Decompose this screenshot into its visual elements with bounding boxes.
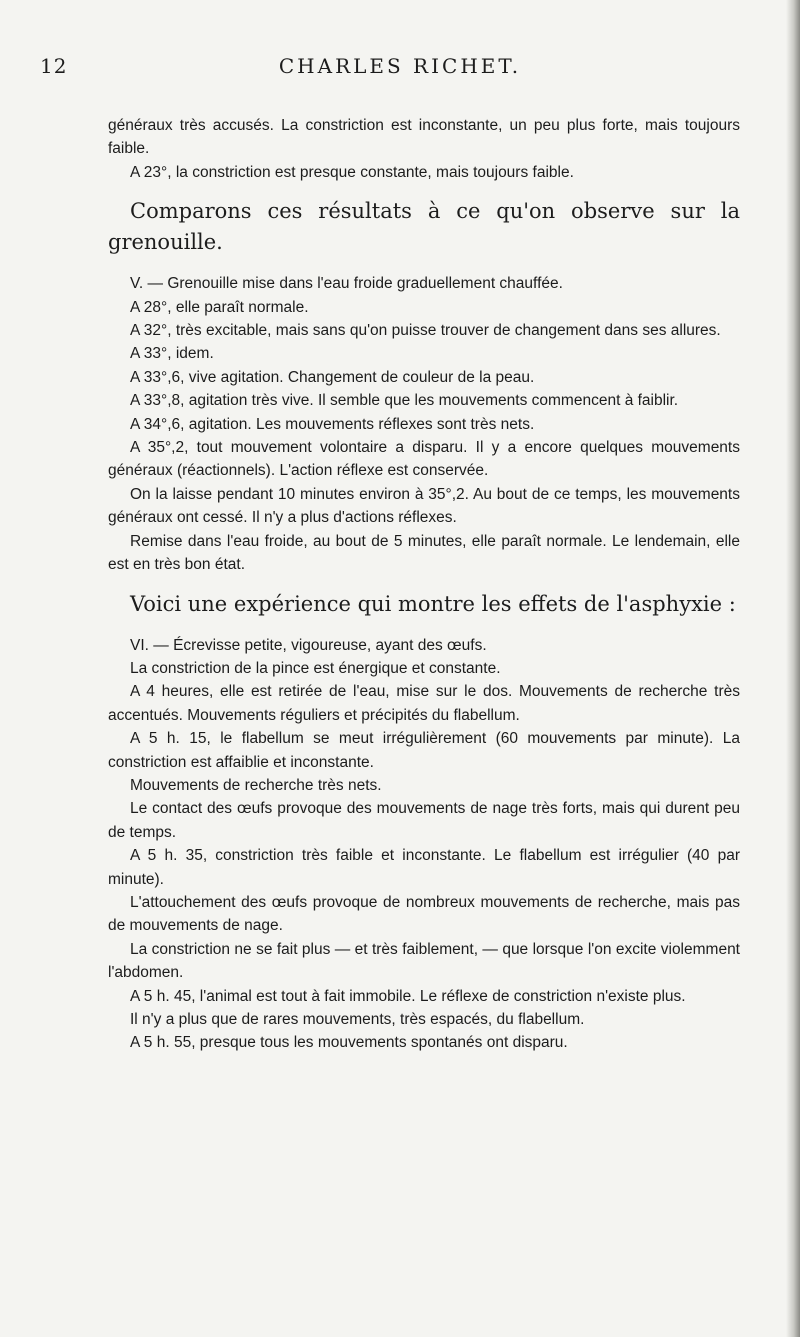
paragraph: A 5 h. 45, l'animal est tout à fait immobile. Le réflexe de constriction n'existe plus. — [130, 987, 686, 1005]
paragraph: A 23°, la constriction est presque constante, mais toujours faible. — [130, 163, 574, 181]
paragraph: A 5 h. 15, le flabellum se meut irrégulièrement (60 mouvements par minute). La constriction est affaiblie et inconstante. — [108, 730, 740, 771]
paragraph: Le contact des œufs provoque des mouvements de nage très forts, mais qui durent peu de temps. — [108, 800, 740, 841]
paragraph: A 34°,6, agitation. Les mouvements réflexes sont très nets. — [130, 415, 535, 433]
paragraph: La constriction de la pince est énergique et constante. — [130, 659, 501, 677]
paragraph: Remise dans l'eau froide, au bout de 5 minutes, elle paraît normale. Le lendemain, elle est en très bon état. — [108, 532, 740, 574]
paragraph: L'attouchement des œufs provoque de nombreux mouvements de recherche, mais pas de mouvements de nage. — [108, 893, 740, 935]
paragraph: VI. — Écrevisse petite, vigoureuse, ayant des œufs. — [130, 636, 487, 654]
page-edge-shadow — [786, 0, 800, 1337]
paragraph: A 32°, très excitable, mais sans qu'on puisse trouver de changement dans ses allures. — [130, 322, 721, 340]
paragraph: La constriction ne se fait plus — et très faiblement, — que lorsque l'on excite violemment l'abdomen. — [108, 940, 740, 982]
paragraph: On la laisse pendant 10 minutes environ à 35°,2. Au bout de ce temps, les mouvements généraux ont cessé. Il n'y a plus d'actions réflexes. — [108, 485, 740, 527]
paragraph: A 33°,8, agitation très vive. Il semble que les mouvements commencent à faiblir. — [130, 392, 679, 410]
paragraph: généraux très accusés. La constriction est inconstante, un peu plus forte, mais toujours faible. — [108, 117, 740, 158]
paragraph: A 5 h. 35, constriction très faible et inconstante. Le flabellum est irrégulier (40 par minute). — [108, 847, 740, 888]
page-header — [0, 54, 800, 86]
page-body — [108, 114, 740, 1055]
page-number: 12 — [40, 54, 68, 78]
paragraph: A 28°, elle paraît normale. — [130, 298, 309, 316]
paragraph: A 33°,6, vive agitation. Changement de couleur de la peau. — [130, 368, 535, 386]
paragraph: A 5 h. 55, presque tous les mouvements spontanés ont disparu. — [130, 1034, 568, 1052]
paragraph: A 35°,2, tout mouvement volontaire a disparu. Il y a encore quelques mouvements généraux (réactionnels). L'action réflexe est conservée. — [108, 439, 740, 480]
section-heading: Voici une expérience qui montre les effets de l'asphyxie : — [130, 591, 736, 616]
running-head: CHARLES RICHET. — [278, 54, 522, 78]
paragraph: Il n'y a plus que de rares mouvements, très espacés, du flabellum. — [130, 1011, 585, 1028]
section-heading: Comparons ces résultats à ce qu'on observe sur la grenouille. — [108, 199, 740, 255]
paragraph: Mouvements de recherche très nets. — [130, 776, 382, 794]
paragraph: V. — Grenouille mise dans l'eau froide graduellement chauffée. — [130, 275, 563, 293]
paragraph: A 4 heures, elle est retirée de l'eau, mise sur le dos. Mouvements de recherche très accentués. Mouvements réguliers et précipités du flabellum. — [108, 683, 740, 724]
paragraph: A 33°, idem. — [130, 345, 214, 363]
